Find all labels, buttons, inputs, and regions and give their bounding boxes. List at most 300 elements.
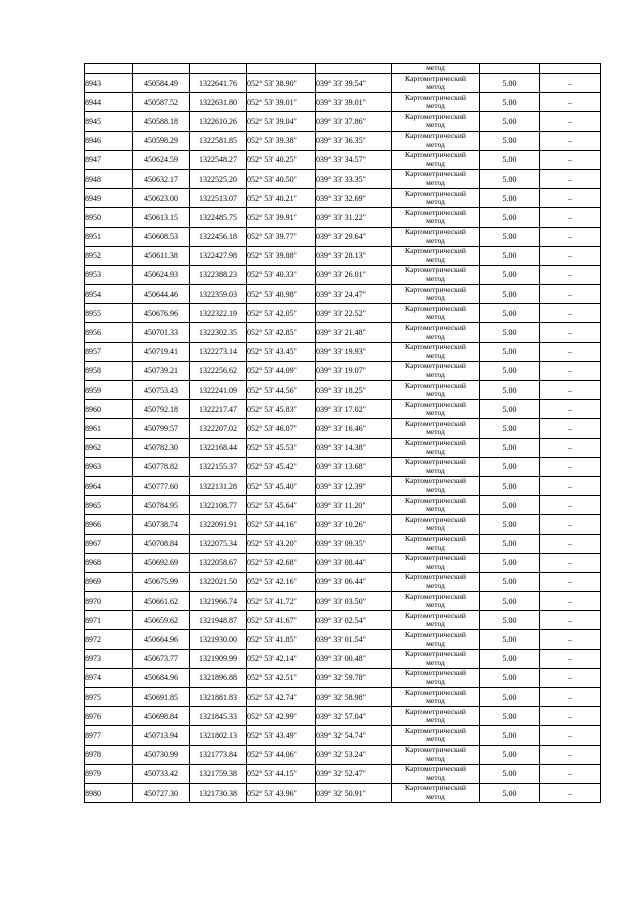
y-coordinate-cell: 1322388.23 bbox=[190, 265, 247, 284]
note-cell: – bbox=[540, 457, 601, 476]
y-coordinate-cell: 1322485.75 bbox=[190, 208, 247, 227]
method-line-2: метод bbox=[426, 465, 445, 475]
y-coordinate-cell: 1322131.28 bbox=[190, 476, 247, 495]
method-cell bbox=[392, 361, 480, 380]
longitude-cell: 039° 33' 06.44" bbox=[316, 572, 392, 591]
method-line-2: метод bbox=[426, 715, 445, 725]
longitude-cell: 039° 33' 17.02" bbox=[316, 400, 392, 419]
precision-cell: 5.00 bbox=[480, 93, 540, 112]
y-coordinate-cell: 1322456.18 bbox=[190, 227, 247, 246]
longitude-cell: 039° 33' 18.25" bbox=[316, 381, 392, 400]
table-row bbox=[85, 668, 601, 687]
table-row bbox=[85, 169, 601, 188]
precision-cell: 5.00 bbox=[480, 227, 540, 246]
precision-cell: 5.00 bbox=[480, 304, 540, 323]
table-row bbox=[85, 630, 601, 649]
table-row bbox=[85, 649, 601, 668]
precision-cell: 5.00 bbox=[480, 496, 540, 515]
method-line-2: метод bbox=[426, 523, 445, 533]
table-row bbox=[85, 764, 601, 783]
y-coordinate-cell: 1321845.33 bbox=[190, 707, 247, 726]
note-cell: – bbox=[540, 572, 601, 591]
y-coordinate-cell: 1321966.74 bbox=[190, 592, 247, 611]
method-cell bbox=[392, 457, 480, 476]
latitude-cell: 052° 53' 39.04" bbox=[247, 112, 316, 131]
method-cell bbox=[392, 630, 480, 649]
method-cell bbox=[392, 553, 480, 572]
point-number-cell: 8978 bbox=[85, 745, 133, 764]
table-cell bbox=[480, 64, 540, 74]
longitude-cell: 039° 33' 31.22" bbox=[316, 208, 392, 227]
method-cell bbox=[392, 572, 480, 591]
longitude-cell: 039° 33' 11.20" bbox=[316, 496, 392, 515]
method-line-1: Картометрический bbox=[405, 92, 466, 102]
x-coordinate-cell: 450624.93 bbox=[133, 265, 190, 284]
table-row bbox=[85, 783, 601, 802]
note-cell: – bbox=[540, 189, 601, 208]
y-coordinate-cell: 1322256.62 bbox=[190, 361, 247, 380]
y-coordinate-cell: 1322241.09 bbox=[190, 381, 247, 400]
longitude-cell: 039° 33' 00.48" bbox=[316, 649, 392, 668]
method-cell bbox=[392, 534, 480, 553]
point-number-cell: 8948 bbox=[85, 169, 133, 188]
x-coordinate-cell: 450777.60 bbox=[133, 476, 190, 495]
precision-cell: 5.00 bbox=[480, 400, 540, 419]
point-number-cell: 8967 bbox=[85, 534, 133, 553]
precision-cell: 5.00 bbox=[480, 457, 540, 476]
longitude-cell: 039° 33' 37.86" bbox=[316, 112, 392, 131]
longitude-cell: 039° 32' 59.78" bbox=[316, 668, 392, 687]
latitude-cell: 052° 53' 39.88" bbox=[247, 246, 316, 265]
longitude-cell: 039° 33' 34.57" bbox=[316, 150, 392, 169]
method-line-1: Картометрический bbox=[405, 342, 466, 352]
method-line-2: метод bbox=[426, 485, 445, 495]
table-row bbox=[85, 189, 601, 208]
method-cell bbox=[392, 611, 480, 630]
table-row bbox=[85, 572, 601, 591]
x-coordinate-cell: 450587.52 bbox=[133, 93, 190, 112]
table-row bbox=[85, 93, 601, 112]
y-coordinate-cell: 1322359.03 bbox=[190, 285, 247, 304]
x-coordinate-cell: 450608.53 bbox=[133, 227, 190, 246]
point-number-cell: 8959 bbox=[85, 381, 133, 400]
method-line-1: Картометрический bbox=[405, 303, 466, 313]
table-row bbox=[85, 476, 601, 495]
method-cell bbox=[392, 476, 480, 495]
longitude-cell: 039° 33' 21.48" bbox=[316, 323, 392, 342]
longitude-cell: 039° 33' 16.46" bbox=[316, 419, 392, 438]
method-cell bbox=[392, 93, 480, 112]
x-coordinate-cell: 450782.30 bbox=[133, 438, 190, 457]
longitude-cell: 039° 33' 03.50" bbox=[316, 592, 392, 611]
table-row bbox=[85, 112, 601, 131]
point-number-cell: 8980 bbox=[85, 783, 133, 802]
note-cell: – bbox=[540, 668, 601, 687]
method-cell bbox=[392, 764, 480, 783]
table-row bbox=[85, 611, 601, 630]
latitude-cell: 052° 53' 42.14" bbox=[247, 649, 316, 668]
point-number-cell: 8964 bbox=[85, 476, 133, 495]
note-cell: – bbox=[540, 400, 601, 419]
method-line-2: метод bbox=[426, 254, 445, 264]
table-row bbox=[85, 726, 601, 745]
longitude-cell: 039° 33' 28.13" bbox=[316, 246, 392, 265]
method-line-2: метод bbox=[426, 600, 445, 610]
precision-cell: 5.00 bbox=[480, 150, 540, 169]
table-row bbox=[85, 227, 601, 246]
x-coordinate-cell: 450691.85 bbox=[133, 688, 190, 707]
latitude-cell: 052° 53' 41.85" bbox=[247, 630, 316, 649]
x-coordinate-cell: 450727.30 bbox=[133, 783, 190, 802]
latitude-cell: 052° 53' 39.38" bbox=[247, 131, 316, 150]
x-coordinate-cell: 450692.69 bbox=[133, 553, 190, 572]
table-row bbox=[85, 131, 601, 150]
x-coordinate-cell: 450588.18 bbox=[133, 112, 190, 131]
x-coordinate-cell: 450584.49 bbox=[133, 74, 190, 93]
method-line-2: метод bbox=[426, 408, 445, 418]
x-coordinate-cell: 450659.62 bbox=[133, 611, 190, 630]
method-cell bbox=[392, 323, 480, 342]
x-coordinate-cell: 450738.74 bbox=[133, 515, 190, 534]
method-line-1: Картометрический bbox=[405, 418, 466, 428]
precision-cell: 5.00 bbox=[480, 668, 540, 687]
method-line-2: метод bbox=[426, 389, 445, 399]
note-cell: – bbox=[540, 361, 601, 380]
method-line-2: метод bbox=[426, 638, 445, 648]
note-cell: – bbox=[540, 438, 601, 457]
longitude-cell: 039° 33' 01.54" bbox=[316, 630, 392, 649]
precision-cell: 5.00 bbox=[480, 630, 540, 649]
method-cell bbox=[392, 189, 480, 208]
table-row bbox=[85, 496, 601, 515]
method-cell bbox=[392, 74, 480, 93]
y-coordinate-cell: 1322641.76 bbox=[190, 74, 247, 93]
method-line-2: метод bbox=[426, 235, 445, 245]
method-line-2: метод bbox=[426, 580, 445, 590]
method-cell bbox=[392, 342, 480, 361]
method-line-2: метод bbox=[426, 120, 445, 130]
longitude-cell: 039° 33' 33.35" bbox=[316, 169, 392, 188]
table-row bbox=[85, 745, 601, 764]
longitude-cell: 039° 33' 19.07" bbox=[316, 361, 392, 380]
longitude-cell: 039° 32' 57.04" bbox=[316, 707, 392, 726]
latitude-cell: 052° 53' 42.51" bbox=[247, 668, 316, 687]
method-line-1: Картометрический bbox=[405, 534, 466, 543]
note-cell: – bbox=[540, 764, 601, 783]
note-cell: – bbox=[540, 93, 601, 112]
latitude-cell: 052° 53' 42.05" bbox=[247, 304, 316, 323]
latitude-cell: 052° 53' 42.85" bbox=[247, 323, 316, 342]
method-line-2: метод bbox=[426, 504, 445, 514]
latitude-cell: 052° 53' 38.90" bbox=[247, 74, 316, 93]
method-cell bbox=[392, 745, 480, 764]
latitude-cell: 052° 53' 42.68" bbox=[247, 553, 316, 572]
method-cell bbox=[392, 285, 480, 304]
latitude-cell: 052° 53' 45.40" bbox=[247, 476, 316, 495]
table-cell bbox=[247, 64, 316, 74]
point-number-cell: 8972 bbox=[85, 630, 133, 649]
point-number-cell: 8974 bbox=[85, 668, 133, 687]
method-line-1: Картометрический bbox=[405, 111, 466, 121]
longitude-cell: 039° 33' 09.35" bbox=[316, 534, 392, 553]
note-cell: – bbox=[540, 131, 601, 150]
note-cell: – bbox=[540, 515, 601, 534]
longitude-cell: 039° 33' 10.26" bbox=[316, 515, 392, 534]
method-cell bbox=[392, 246, 480, 265]
x-coordinate-cell: 450664.96 bbox=[133, 630, 190, 649]
longitude-cell: 039° 33' 08.44" bbox=[316, 553, 392, 572]
precision-cell: 5.00 bbox=[480, 189, 540, 208]
x-coordinate-cell: 450799.57 bbox=[133, 419, 190, 438]
method-line-2: метод bbox=[426, 619, 445, 629]
x-coordinate-cell: 450784.95 bbox=[133, 496, 190, 515]
method-line-1: Картометрический bbox=[405, 399, 466, 409]
precision-cell: 5.00 bbox=[480, 707, 540, 726]
method-cell bbox=[392, 438, 480, 457]
latitude-cell: 052° 53' 42.74" bbox=[247, 688, 316, 707]
longitude-cell: 039° 33' 39.01" bbox=[316, 93, 392, 112]
x-coordinate-cell: 450719.41 bbox=[133, 342, 190, 361]
longitude-cell: 039° 32' 58.98" bbox=[316, 688, 392, 707]
latitude-cell: 052° 53' 45.64" bbox=[247, 496, 316, 515]
y-coordinate-cell: 1322631.80 bbox=[190, 93, 247, 112]
longitude-cell: 039° 32' 50.91" bbox=[316, 783, 392, 802]
latitude-cell: 052° 53' 42.16" bbox=[247, 572, 316, 591]
method-line-2: метод bbox=[426, 158, 445, 168]
table-row bbox=[85, 246, 601, 265]
y-coordinate-cell: 1322075.34 bbox=[190, 534, 247, 553]
table-cell bbox=[316, 64, 392, 74]
point-number-cell: 8971 bbox=[85, 611, 133, 630]
method-line-1: Картометрический bbox=[405, 207, 466, 217]
method-cell bbox=[392, 668, 480, 687]
y-coordinate-cell: 1322427.98 bbox=[190, 246, 247, 265]
method-line-1: Картометрический bbox=[405, 591, 466, 601]
latitude-cell: 052° 53' 45.83" bbox=[247, 400, 316, 419]
y-coordinate-cell: 1321881.83 bbox=[190, 688, 247, 707]
note-cell: – bbox=[540, 342, 601, 361]
precision-cell: 5.00 bbox=[480, 265, 540, 284]
table-row bbox=[85, 208, 601, 227]
y-coordinate-cell: 1322155.37 bbox=[190, 457, 247, 476]
method-line-2: метод bbox=[426, 312, 445, 322]
note-cell: – bbox=[540, 707, 601, 726]
precision-cell: 5.00 bbox=[480, 419, 540, 438]
x-coordinate-cell: 450661.62 bbox=[133, 592, 190, 611]
longitude-cell: 039° 33' 02.54" bbox=[316, 611, 392, 630]
point-number-cell: 8946 bbox=[85, 131, 133, 150]
method-cell bbox=[392, 419, 480, 438]
method-line-2: метод bbox=[426, 331, 445, 341]
x-coordinate-cell: 450792.18 bbox=[133, 400, 190, 419]
note-cell: – bbox=[540, 783, 601, 802]
method-line-1: Картометрический bbox=[405, 188, 466, 198]
method-cell bbox=[392, 150, 480, 169]
latitude-cell: 052° 53' 40.25" bbox=[247, 150, 316, 169]
x-coordinate-cell: 450613.15 bbox=[133, 208, 190, 227]
method-line-1: Картометрический bbox=[405, 725, 466, 735]
method-line-1: Картометрический bbox=[405, 150, 466, 160]
method-line-2: метод bbox=[426, 657, 445, 667]
x-coordinate-cell: 450733.42 bbox=[133, 764, 190, 783]
method-line-1: Картометрический bbox=[405, 131, 466, 141]
method-line-1: Картометрический bbox=[405, 476, 466, 486]
y-coordinate-cell: 1322513.07 bbox=[190, 189, 247, 208]
latitude-cell: 052° 53' 44.16" bbox=[247, 515, 316, 534]
table-row bbox=[85, 419, 601, 438]
x-coordinate-cell: 450598.29 bbox=[133, 131, 190, 150]
point-number-cell: 8949 bbox=[85, 189, 133, 208]
y-coordinate-cell: 1322525.20 bbox=[190, 169, 247, 188]
latitude-cell: 052° 53' 40.33" bbox=[247, 265, 316, 284]
note-cell: – bbox=[540, 265, 601, 284]
method-cell bbox=[392, 265, 480, 284]
coordinates-table bbox=[84, 63, 601, 803]
longitude-cell: 039° 33' 22.52" bbox=[316, 304, 392, 323]
note-cell: – bbox=[540, 496, 601, 515]
method-line-1: Картометрический bbox=[405, 706, 466, 716]
latitude-cell: 052° 53' 40.50" bbox=[247, 169, 316, 188]
table-row bbox=[85, 74, 601, 93]
precision-cell: 5.00 bbox=[480, 688, 540, 707]
precision-cell: 5.00 bbox=[480, 534, 540, 553]
method-line-2: метод bbox=[426, 369, 445, 379]
point-number-cell: 8957 bbox=[85, 342, 133, 361]
note-cell: – bbox=[540, 649, 601, 668]
point-number-cell: 8965 bbox=[85, 496, 133, 515]
note-cell: – bbox=[540, 630, 601, 649]
table-body bbox=[85, 64, 601, 803]
note-cell: – bbox=[540, 476, 601, 495]
latitude-cell: 052° 53' 44.09" bbox=[247, 361, 316, 380]
method-cell bbox=[392, 400, 480, 419]
method-line-1: Картометрический bbox=[405, 322, 466, 332]
precision-cell: 5.00 bbox=[480, 611, 540, 630]
table-row bbox=[85, 553, 601, 572]
note-cell: – bbox=[540, 285, 601, 304]
note-cell: – bbox=[540, 745, 601, 764]
precision-cell: 5.00 bbox=[480, 553, 540, 572]
y-coordinate-cell: 1321909.99 bbox=[190, 649, 247, 668]
x-coordinate-cell: 450708.84 bbox=[133, 534, 190, 553]
method-line-2: метод bbox=[426, 753, 445, 763]
method-cell bbox=[392, 131, 480, 150]
x-coordinate-cell: 450644.46 bbox=[133, 285, 190, 304]
latitude-cell: 052° 53' 41.67" bbox=[247, 611, 316, 630]
method-line-1: Картометрический bbox=[405, 764, 466, 774]
precision-cell: 5.00 bbox=[480, 572, 540, 591]
note-cell: – bbox=[540, 611, 601, 630]
y-coordinate-cell: 1321930.00 bbox=[190, 630, 247, 649]
table-cell bbox=[133, 64, 190, 74]
point-number-cell: 8943 bbox=[85, 74, 133, 93]
y-coordinate-cell: 1322168.44 bbox=[190, 438, 247, 457]
note-cell: – bbox=[540, 169, 601, 188]
table-row bbox=[85, 381, 601, 400]
table-row bbox=[85, 592, 601, 611]
latitude-cell: 052° 53' 44.56" bbox=[247, 381, 316, 400]
x-coordinate-cell: 450713.94 bbox=[133, 726, 190, 745]
method-line-1: Картометрический bbox=[405, 649, 466, 659]
point-number-cell: 8961 bbox=[85, 419, 133, 438]
point-number-cell: 8953 bbox=[85, 265, 133, 284]
note-cell: – bbox=[540, 246, 601, 265]
method-line-2: метод bbox=[426, 792, 445, 802]
method-line-1: Картометрический bbox=[405, 514, 466, 524]
note-cell: – bbox=[540, 150, 601, 169]
method-cell bbox=[392, 592, 480, 611]
table-cell bbox=[85, 64, 133, 74]
table-row bbox=[85, 323, 601, 342]
longitude-cell: 039° 33' 26.01" bbox=[316, 265, 392, 284]
y-coordinate-cell: 1321773.84 bbox=[190, 745, 247, 764]
precision-cell: 5.00 bbox=[480, 745, 540, 764]
table-cell bbox=[540, 64, 601, 74]
latitude-cell: 052° 53' 44.15" bbox=[247, 764, 316, 783]
longitude-cell: 039° 33' 24.47" bbox=[316, 285, 392, 304]
point-number-cell: 8945 bbox=[85, 112, 133, 131]
method-cell bbox=[392, 688, 480, 707]
x-coordinate-cell: 450624.59 bbox=[133, 150, 190, 169]
method-line-2: метод bbox=[426, 101, 445, 111]
precision-cell: 5.00 bbox=[480, 342, 540, 361]
latitude-cell: 052° 53' 43.49" bbox=[247, 726, 316, 745]
table-row bbox=[85, 265, 601, 284]
point-number-cell: 8947 bbox=[85, 150, 133, 169]
point-number-cell: 8966 bbox=[85, 515, 133, 534]
x-coordinate-cell: 450698.84 bbox=[133, 707, 190, 726]
continuation-row bbox=[85, 64, 601, 74]
y-coordinate-cell: 1322108.77 bbox=[190, 496, 247, 515]
point-number-cell: 8976 bbox=[85, 707, 133, 726]
point-number-cell: 8970 bbox=[85, 592, 133, 611]
longitude-cell: 039° 33' 32.69" bbox=[316, 189, 392, 208]
method-line-2: метод bbox=[426, 561, 445, 571]
point-number-cell: 8979 bbox=[85, 764, 133, 783]
point-number-cell: 8956 bbox=[85, 323, 133, 342]
table-row bbox=[85, 342, 601, 361]
x-coordinate-cell: 450684.96 bbox=[133, 668, 190, 687]
latitude-cell: 052° 53' 40.21" bbox=[247, 189, 316, 208]
precision-cell: 5.00 bbox=[480, 112, 540, 131]
point-number-cell: 8950 bbox=[85, 208, 133, 227]
precision-cell: 5.00 bbox=[480, 726, 540, 745]
method-line-2: метод bbox=[426, 772, 445, 782]
y-coordinate-cell: 1322058.67 bbox=[190, 553, 247, 572]
method-line-2: метод bbox=[426, 273, 445, 283]
latitude-cell: 052° 53' 43.96" bbox=[247, 783, 316, 802]
table-row bbox=[85, 438, 601, 457]
note-cell: – bbox=[540, 227, 601, 246]
note-cell: – bbox=[540, 74, 601, 93]
method-line-2: метод bbox=[426, 293, 445, 303]
table-row bbox=[85, 457, 601, 476]
point-number-cell: 8955 bbox=[85, 304, 133, 323]
precision-cell: 5.00 bbox=[480, 515, 540, 534]
note-cell: – bbox=[540, 726, 601, 745]
method-line-1: Картометрический bbox=[405, 73, 466, 83]
latitude-cell: 052° 53' 40.98" bbox=[247, 285, 316, 304]
precision-cell: 5.00 bbox=[480, 208, 540, 227]
method-line-1: Картометрический bbox=[405, 783, 466, 793]
x-coordinate-cell: 450778.82 bbox=[133, 457, 190, 476]
table-row bbox=[85, 150, 601, 169]
longitude-cell: 039° 33' 14.38" bbox=[316, 438, 392, 457]
method-line-1: Картометрический bbox=[405, 227, 466, 236]
precision-cell: 5.00 bbox=[480, 323, 540, 342]
method-cell bbox=[392, 208, 480, 227]
x-coordinate-cell: 450676.96 bbox=[133, 304, 190, 323]
